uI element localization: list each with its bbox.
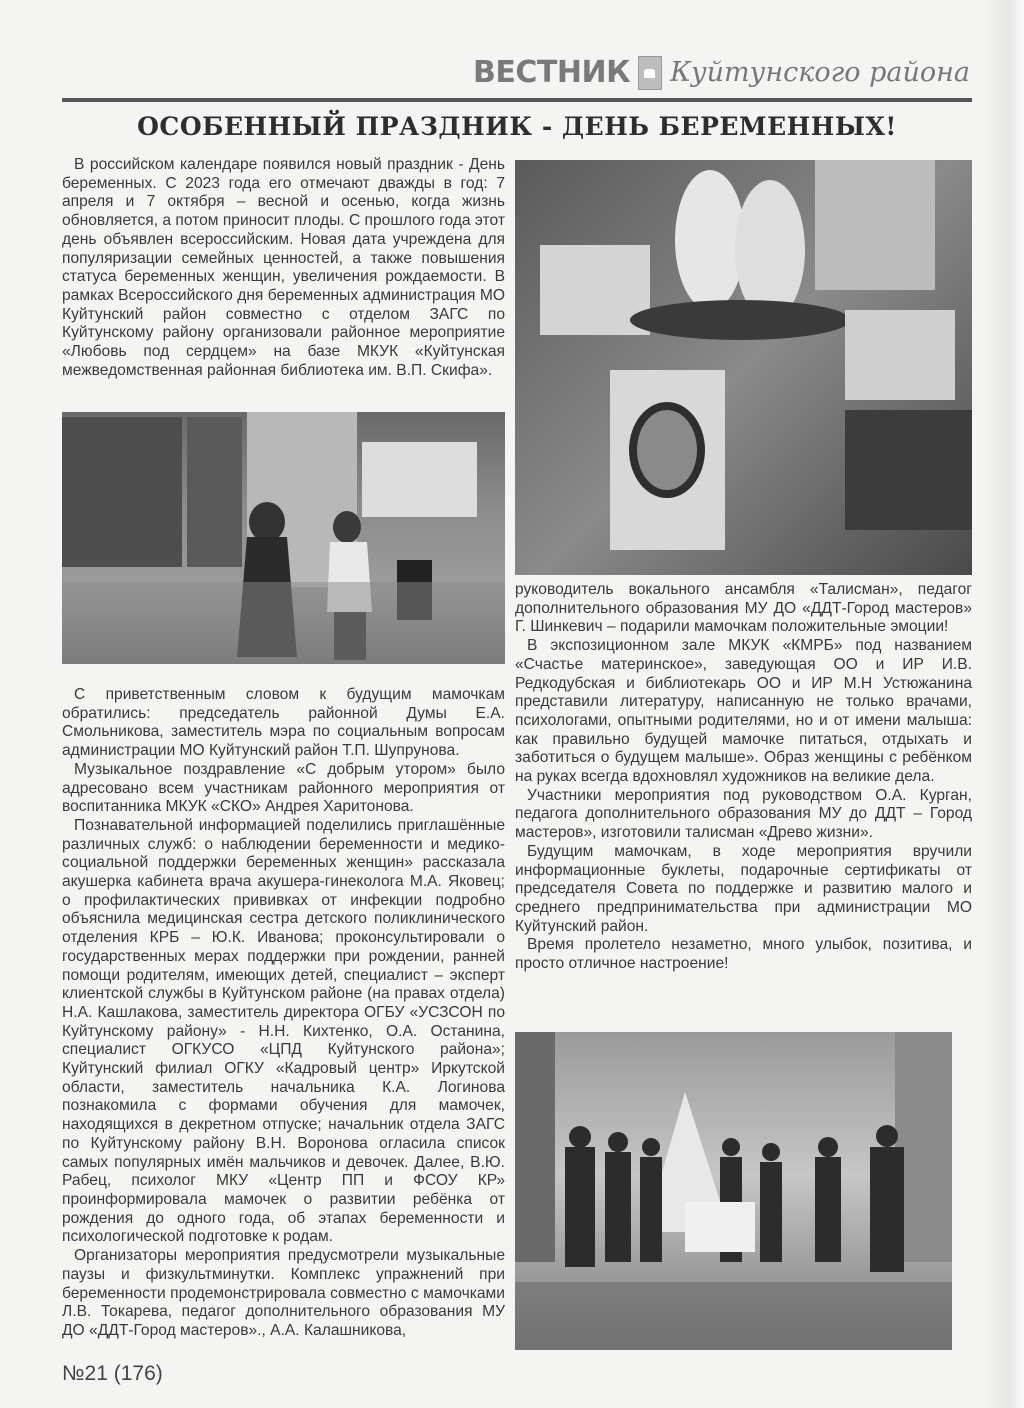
article-paragraph: Организаторы мероприятия предусмотрели музыкальные паузы и физкультминутки. Комплекс упражнений при беременности продемонстрировала совместно с мамочками Л.В. Токарева, педагог дополнительного образования МУ ДО «ДДТ-Город мастеров»., А.А. Калашникова, bbox=[62, 1247, 505, 1339]
page-edge bbox=[984, 0, 1024, 1408]
issue-number: №21 (176) bbox=[62, 1362, 163, 1385]
photo-exhibition bbox=[515, 160, 972, 575]
masthead-rule bbox=[62, 98, 972, 102]
article-column-left-top bbox=[62, 156, 505, 380]
article-headline: ОСОБЕННЫЙ ПРАЗДНИК - ДЕНЬ БЕРЕМЕННЫХ! bbox=[137, 112, 897, 141]
article-paragraph: В российском календаре появился новый праздник - День беременных. С 2023 года его отмечают дважды в год: 7 апреля и 7 октября – весной и осенью, когда жизнь обновляется, а потом приносит плоды. С прошлого года этот день объявлен всероссийским. Новая дата учреждена для популяризации семейных ценностей, а также повышения статуса беременных женщин, увеличения рождаемости. В рамках Всероссийского дня беременных администрация МО Куйтунский район совместно с отделом ЗАГС по Куйтунскому району организовали районное мероприятие «Любовь под сердцем» на базе МКУК «Куйтунская межведомственная районная библиотека им. В.П. Скифа». bbox=[62, 156, 505, 379]
article-column-left-bottom bbox=[62, 686, 505, 1341]
article-paragraph: Будущим мамочкам, в ходе мероприятия вручили информационные буклеты, подарочные сертификаты от председателя Совета по поддержке и развитию малого и среднего предпринимательства при администрации МО Куйтунский район. bbox=[515, 842, 972, 935]
article-paragraph: С приветственным словом к будущим мамочкам обратились: председатель районной Думы Е.А. Смольникова, заместитель мэра по социальным вопросам администрации МО Куйтунский район Т.П. Шупрунова. bbox=[62, 686, 505, 760]
article-paragraph: Музыкальное поздравление «С добрым утором» было адресовано всем участникам районного мероприятия от воспитанника МКУК «СКО» Андрея Харитонова. bbox=[62, 760, 505, 816]
article-paragraph: руководитель вокального ансамбля «Талисман», педагог дополнительного образования МУ ДО «ДДТ-Город мастеров» Г. Шинкевич – подарили мамочкам положительные эмоции! bbox=[515, 581, 972, 636]
masthead bbox=[440, 50, 970, 95]
masthead-title: ВЕСТНИК bbox=[473, 55, 631, 90]
article-paragraph: В экспозиционном зале МКУК «КМРБ» под названием «Счастье материнское», заведующая ОО и ИР И.В. Редкодубская и библиотекарь ОО и ИР М.Н Устюжанина представили литературу, написанную не только врачами, психологами, опытными родителями, но и от имени малыша: как правильно будущей мамочке питаться, отдыхать и заботиться о будущем малыше». Образ женщины с ребёнком на руках всегда вдохновлял художников на великие дела. bbox=[515, 637, 972, 786]
article-paragraph: Время пролетело незаметно, много улыбок, позитива, и просто отличное настроение! bbox=[515, 936, 972, 973]
masthead-subtitle: Куйтунского района bbox=[670, 57, 970, 88]
photo-speakers bbox=[62, 412, 505, 664]
article-paragraph: Участники мероприятия под руководством О.А. Курган, педагога дополнительного образования МУ до ДДТ – Город мастеров», изготовили талисман «Древо жизни». bbox=[515, 786, 972, 842]
photo-group bbox=[515, 1032, 952, 1350]
crest-icon bbox=[638, 56, 662, 90]
article-paragraph: Познавательной информацией поделились приглашённые различных служб: о наблюдении беременности и медико-социальной поддержки беременных женщин» рассказала акушерка кабинета врача акушера-гинеколога М.А. Яковец; о профилактических прививках от инфекции подробно объяснила медицинская сестра детского поликлинического отделения КРБ – Ю.К. Иванова; проконсультировали о государственных мерах поддержки при рождении, ранней помощи родителям, имеющих детей, специалист – эксперт клиентской службы в Куйтунском районе (на правах отдела) Н.А. Кашлакова, заместитель директора ОГБУ «УСЗСОН по Куйтунскому району» - Н.Н. Кихтенко, О.А. Останина, специалист ОГКУСО «ЦПД Куйтунского района»; Куйтунский филиал ОГКУ «Кадровый центр» Иркутской области, заместитель начальника К.А. Логинова познакомила с формами обучения для мамочек, находящихся в декретном отпуске; начальник отдела ЗАГС по Куйтунскому району В.Н. Воронова огласила список самых популярных имён мальчиков и девочек. Далее, В.Ю. Рабец, психолог МКУ «Центр ПП и ФСОУ КР» проинформировала мамочек о развитии ребёнка от рождения до одного года, об этапах беременности и психологической подготовке к родам. bbox=[62, 816, 505, 1246]
article-column-right bbox=[515, 581, 972, 974]
